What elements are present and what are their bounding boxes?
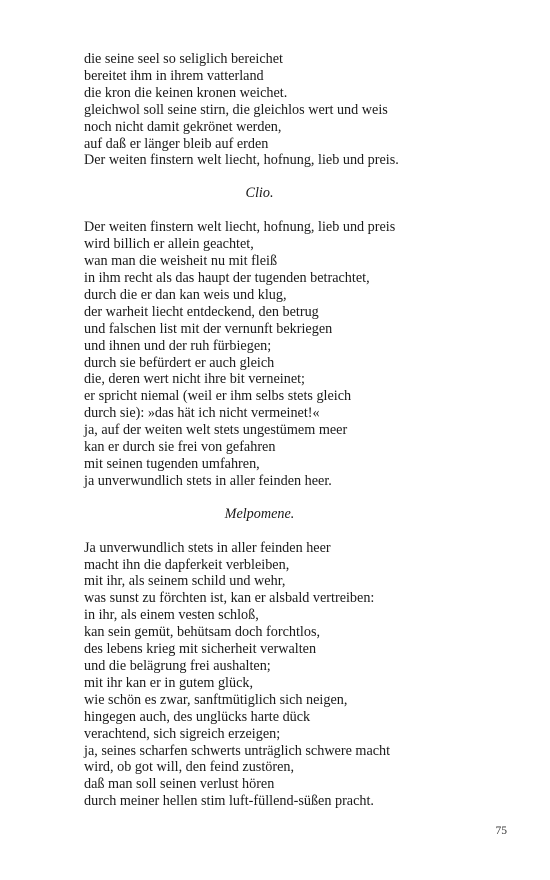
verse-line: durch meiner hellen stim luft-füllend-süßen pracht. bbox=[84, 793, 374, 810]
verse-line: mit seinen tugenden umfahren, bbox=[84, 455, 260, 472]
verse-line: in ihr, als einem vesten schloß, bbox=[84, 607, 259, 624]
verse-line: ja unverwundlich stets in aller feinden heer. bbox=[84, 472, 332, 489]
verse-line: macht ihn die dapferkeit verbleiben, bbox=[84, 556, 290, 573]
poem-page bbox=[84, 51, 524, 810]
verse-line: des lebens krieg mit sicherheit verwalten bbox=[84, 641, 317, 658]
verse-line: wird billich er allein geachtet, bbox=[84, 236, 254, 253]
verse-line: kan sein gemüt, behütsam doch forchtlos, bbox=[84, 624, 321, 641]
verse-line: und ihnen und der ruh fürbiegen; bbox=[84, 337, 272, 354]
verse-line: durch sie): »das hät ich nicht vermeinet!« bbox=[84, 405, 320, 422]
verse-line: Der weiten finstern welt liecht, hofnung, lieb und preis bbox=[84, 219, 396, 236]
stanza-2 bbox=[84, 219, 524, 490]
verse-line: und falschen list mit der vernunft bekriegen bbox=[84, 320, 333, 337]
verse-line: wird, ob got will, den feind zustören, bbox=[84, 759, 295, 776]
stanza-3 bbox=[84, 540, 524, 811]
verse-line: er spricht niemal (weil er ihm selbs stets gleich bbox=[84, 388, 352, 405]
verse-line: in ihm recht als das haupt der tugenden betrachtet, bbox=[84, 269, 370, 286]
verse-line: daß man soll seinen verlust hören bbox=[84, 776, 275, 793]
page-number: 75 bbox=[495, 825, 507, 837]
verse-line: wie schön es zwar, sanftmütiglich sich neigen, bbox=[84, 691, 348, 708]
verse-line: verachtend, sich sigreich erzeigen; bbox=[84, 725, 281, 742]
speaker-heading-melpomene: Melpomene. bbox=[224, 505, 295, 522]
verse-line: gleichwol soll seine stirn, die gleichlos wert und weis bbox=[84, 101, 388, 118]
verse-line: Ja unverwundlich stets in aller feinden heer bbox=[84, 539, 331, 556]
verse-line: auf daß er länger bleib auf erden bbox=[84, 135, 269, 152]
speaker-heading-clio: Clio. bbox=[245, 185, 274, 202]
verse-line: was sunst zu förchten ist, kan er alsbald vertreiben: bbox=[84, 590, 375, 607]
verse-line: die seine seel so seliglich bereichet bbox=[84, 51, 283, 67]
verse-line: und die belägrung frei aushalten; bbox=[84, 658, 271, 674]
verse-line: durch die er dan kan weis und klug, bbox=[84, 286, 287, 303]
verse-line: ja, seines scharfen schwerts unträglich schwere macht bbox=[84, 742, 391, 759]
stanza-1 bbox=[84, 51, 524, 169]
verse-line: noch nicht damit gekrönet werden, bbox=[84, 118, 282, 135]
verse-line: bereitet ihm in ihrem vatterland bbox=[84, 67, 264, 84]
verse-line: mit ihr kan er in gutem glück, bbox=[84, 674, 254, 691]
verse-line: durch sie befürdert er auch gleich bbox=[84, 354, 275, 371]
verse-line: wan man die weisheit nu mit fleiß bbox=[84, 253, 278, 270]
verse-line: die, deren wert nicht ihre bit verneinet; bbox=[84, 371, 306, 388]
verse-line: die kron die keinen kronen weichet. bbox=[84, 84, 288, 101]
verse-line: hingegen auch, des unglücks harte dück bbox=[84, 708, 311, 725]
verse-line: Der weiten finstern welt liecht, hofnung, lieb und preis. bbox=[84, 152, 399, 169]
verse-line: kan er durch sie frei von gefahren bbox=[84, 439, 276, 456]
verse-line: ja, auf der weiten welt stets ungestümem meer bbox=[84, 422, 348, 439]
verse-line: der warheit liecht entdeckend, den betrug bbox=[84, 303, 319, 320]
verse-line: mit ihr, als seinem schild und wehr, bbox=[84, 573, 286, 590]
